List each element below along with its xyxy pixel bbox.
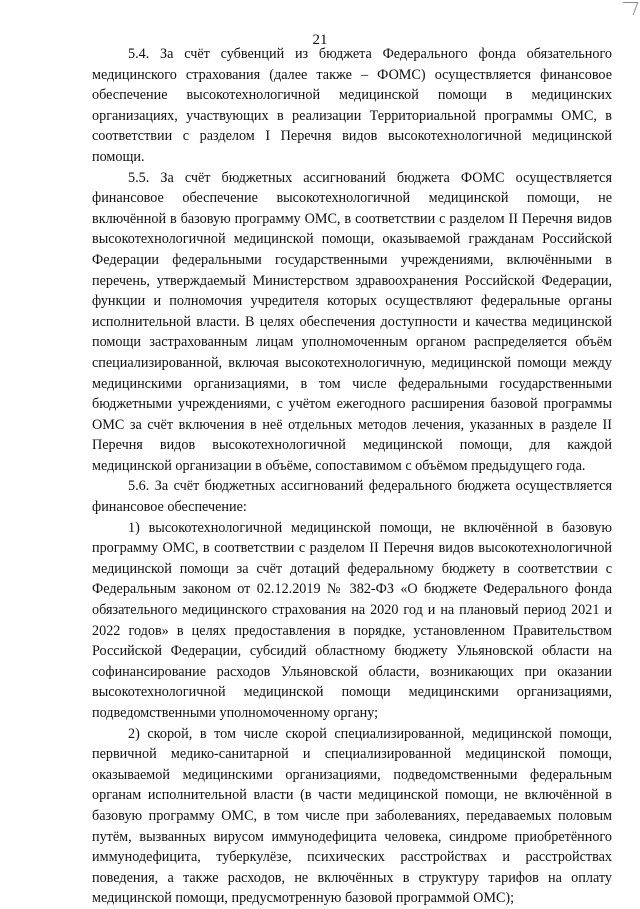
paragraph-5-5: 5.5. За счёт бюджетных ассигнований бюджета ФОМС осуществляется финансовое обеспечение высокотехнологичной медицинской помощи, не включённой в базовую программу ОМС, в соответствии с разделом II Перечня видов высокотехнологичной медицинской помощи, оказываемой гражданам Российской Федерации федеральными государственными учреждениями, включёнными в перечень, утверждаемый Министерством здравоохранения Российской Федерации, функции и полномочия учредителя которых осуществляют федеральные органы исполнительной власти. В целях обеспечения доступности и качества медицинской помощи застрахованным лицам уполномоченным органом распределяется объём специализированной, включая высокотехнологичную, медицинской помощи между медицинскими организациями, в том числе федеральными государственными бюджетными учреждениями, с учётом ежегодного расширения базовой программы ОМС за счёт включения в неё отдельных методов лечения, указанных в разделе II Перечня видов высокотехнологичной медицинской помощи, для каждой медицинской организации в объёме, сопоставимом с объёмом предыдущего года.: [92, 169, 612, 474]
document-body: [92, 44, 612, 909]
paragraph-5-6: 5.6. За счёт бюджетных ассигнований федерального бюджета осуществляется финансовое обеспечение:: [92, 478, 612, 516]
list-item-2: 2) скорой, в том числе скорой специализированной, медицинской помощи, первичной медико-санитарной и специализированной медицинской помощи, оказываемой медицинскими организациями, подведомственными федеральным органам исполнительной власти (в части медицинской помощи, не включённой в базовую программу ОМС, в том числе при заболеваниях, передаваемых половым путём, вызванных вирусом иммунодефицита человека, синдроме приобретённого иммунодефицита, туберкулёзе, психических расстройствах и расстройствах поведения, а также расходов, не включённых в структуру тарифов на оплату медицинской помощи, предусмотренную базовой программой ОМС);: [92, 725, 612, 907]
paragraph-5-4: 5.4. За счёт субвенций из бюджета Федерального фонда обязательного медицинского страхования (далее также – ФОМС) осуществляется финансовое обеспечение высокотехнологичной медицинской помощи в медицинских организациях, участвующих в реализации Территориальной программы ОМС, в соответствии с разделом I Перечня видов высокотехнологичной медицинской помощи.: [92, 46, 612, 165]
scan-corner-mark: [619, 2, 639, 15]
page-number: 21: [312, 32, 328, 48]
list-item-1: 1) высокотехнологичной медицинской помощи, не включённой в базовую программу ОМС, в соответствии с разделом II Перечня видов высокотехнологичной медицинской помощи за счёт дотаций федеральному бюджету в соответствии с Федеральным законом от 02.12.2019 № 382-ФЗ «О бюджете Федерального фонда обязательного медицинского страхования на 2020 год и на плановый период 2021 и 2022 годов» в целях предоставления в порядке, установленном Правительством Российской Федерации, субсидий областному бюджету Ульяновской области на софинансирование расходов Ульяновской области, возникающих при оказании высокотехнологичной медицинской помощи медицинскими организациями, подведомственными уполномоченному органу;: [92, 519, 612, 721]
